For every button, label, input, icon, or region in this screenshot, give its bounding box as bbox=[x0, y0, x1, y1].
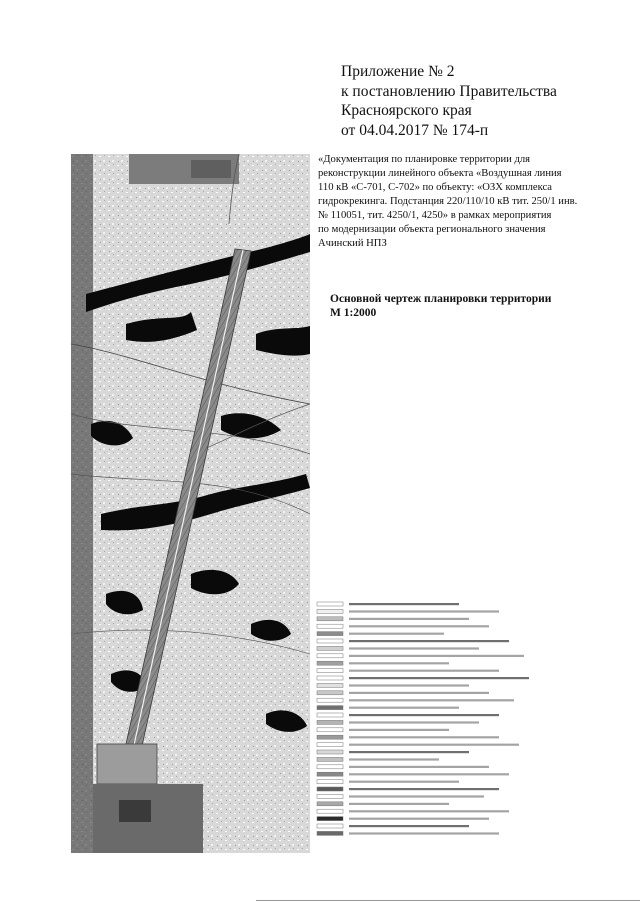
legend-swatch bbox=[317, 831, 343, 835]
building-block bbox=[119, 800, 151, 822]
legend-swatch bbox=[317, 706, 343, 710]
legend-text-line bbox=[349, 736, 499, 738]
legend-swatch bbox=[317, 676, 343, 680]
drawing-title-block bbox=[330, 292, 590, 320]
legend-swatch bbox=[317, 787, 343, 791]
building-block bbox=[191, 160, 231, 178]
appendix-region: Красноярского края bbox=[341, 102, 472, 119]
legend-text-line bbox=[349, 788, 499, 790]
legend-swatch bbox=[317, 713, 343, 717]
legend-text-line bbox=[349, 832, 499, 834]
legend-swatch bbox=[317, 809, 343, 813]
legend-text-line bbox=[349, 781, 459, 783]
legend-text-line bbox=[349, 751, 469, 753]
legend-text-line bbox=[349, 603, 459, 605]
legend-swatch bbox=[317, 617, 343, 621]
planning-map bbox=[71, 154, 310, 853]
legend-text-line bbox=[349, 758, 439, 760]
legend-text-line bbox=[349, 625, 489, 627]
legend-swatch bbox=[317, 735, 343, 739]
legend-text-line bbox=[349, 818, 489, 820]
legend-text-line bbox=[349, 766, 489, 768]
legend-swatch bbox=[317, 669, 343, 673]
legend-swatch bbox=[317, 609, 343, 613]
legend-text-line bbox=[349, 618, 469, 620]
legend-text-line bbox=[349, 810, 509, 812]
description-line: реконструкции линейного объекта «Воздушная линия bbox=[318, 168, 562, 179]
legend-swatch bbox=[317, 794, 343, 798]
legend-swatch bbox=[317, 720, 343, 724]
legend-swatch bbox=[317, 728, 343, 732]
substation-site bbox=[97, 744, 157, 784]
legend-text-line bbox=[349, 647, 479, 649]
legend-swatch bbox=[317, 772, 343, 776]
drawing-title: Основной чертеж планировки территории bbox=[330, 293, 552, 305]
legend-swatch bbox=[317, 698, 343, 702]
legend-text-line bbox=[349, 744, 519, 746]
legend-swatch bbox=[317, 661, 343, 665]
legend-text-line bbox=[349, 795, 484, 797]
description-line: гидрокрекинга. Подстанция 220/110/10 кВ тит. 250/1 инв. bbox=[318, 196, 578, 207]
legend-text-line bbox=[349, 729, 449, 731]
legend-swatch bbox=[317, 602, 343, 606]
legend-text-line bbox=[349, 692, 489, 694]
legend-text-line bbox=[349, 677, 529, 679]
legend-swatch bbox=[317, 757, 343, 761]
legend-text-line bbox=[349, 773, 509, 775]
legend-text-line bbox=[349, 655, 524, 657]
appendix-header bbox=[341, 62, 601, 140]
drawing-scale: М 1:2000 bbox=[330, 307, 377, 319]
description-line: № 110051, тит. 4250/1, 4250» в рамках мероприятия bbox=[318, 210, 552, 221]
legend-swatch bbox=[317, 632, 343, 636]
document-description bbox=[318, 153, 580, 251]
legend-text-line bbox=[349, 825, 469, 827]
legend-graphic bbox=[315, 598, 545, 842]
description-line: «Документация по планировке территории для bbox=[318, 154, 531, 165]
appendix-resolution-ref: к постановлению Правительства bbox=[341, 82, 557, 100]
legend-text-line bbox=[349, 610, 499, 612]
legend-swatch bbox=[317, 780, 343, 784]
legend-swatch bbox=[317, 765, 343, 769]
legend-text-line bbox=[349, 707, 459, 709]
map-left-edge bbox=[71, 154, 93, 853]
description-line: Ачинский НПЗ bbox=[318, 238, 387, 249]
legend-swatch bbox=[317, 624, 343, 628]
legend-swatch bbox=[317, 802, 343, 806]
legend-text-line bbox=[349, 640, 509, 642]
legend-text-line bbox=[349, 670, 499, 672]
description-line: по модернизации объекта регионального значения bbox=[318, 224, 546, 235]
legend-swatch bbox=[317, 683, 343, 687]
legend-swatch bbox=[317, 824, 343, 828]
page-edge-line bbox=[256, 900, 640, 901]
legend-swatch bbox=[317, 743, 343, 747]
legend-swatch bbox=[317, 817, 343, 821]
description-line: 110 кВ «С-701, С-702» по объекту: «ОЗХ комплекса bbox=[318, 182, 553, 193]
legend-text-line bbox=[349, 803, 449, 805]
planning-map-drawing bbox=[71, 154, 310, 853]
legend-swatch bbox=[317, 654, 343, 658]
legend-text-line bbox=[349, 699, 514, 701]
legend-text-line bbox=[349, 662, 449, 664]
legend-text-line bbox=[349, 633, 444, 635]
legend-swatch bbox=[317, 691, 343, 695]
legend-text-line bbox=[349, 684, 469, 686]
legend-swatch bbox=[317, 646, 343, 650]
legend-swatch bbox=[317, 639, 343, 643]
appendix-number: Приложение № 2 bbox=[341, 63, 455, 80]
legend-text-line bbox=[349, 714, 499, 716]
legend-swatch bbox=[317, 750, 343, 754]
legend-text-line bbox=[349, 721, 479, 723]
appendix-date: от 04.04.2017 № 174-п bbox=[341, 121, 489, 139]
map-legend bbox=[315, 598, 545, 842]
